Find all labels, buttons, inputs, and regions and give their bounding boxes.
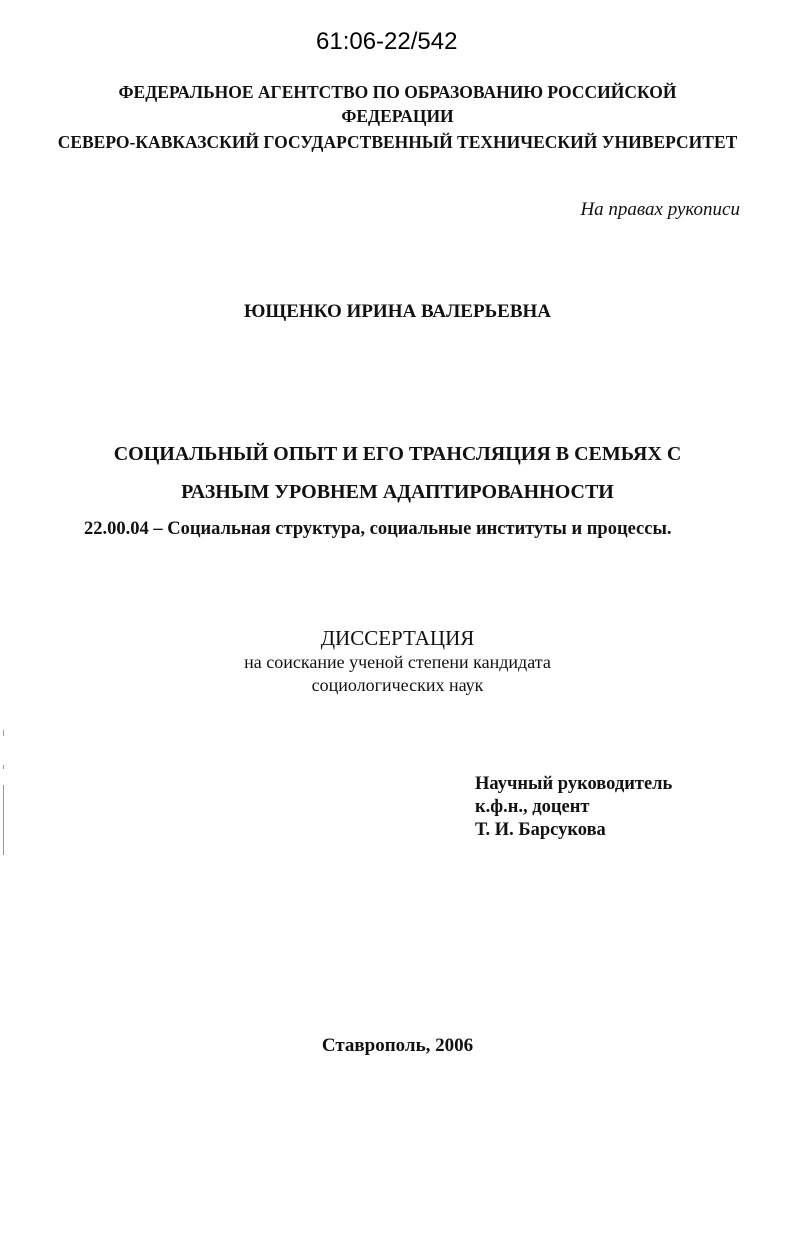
supervisor-block	[475, 773, 672, 842]
scan-edge-mark	[3, 785, 4, 855]
scan-edge-mark	[3, 765, 4, 769]
supervisor-title: к.ф.н., доцент	[475, 797, 590, 817]
dissertation-title-line-2: РАЗНЫМ УРОВНЕМ АДАПТИРОВАННОСТИ	[181, 481, 614, 503]
degree-line-2: социологических наук	[311, 675, 484, 695]
manuscript-rights-note: На правах рукописи	[580, 199, 740, 220]
archive-stamp-number: 61:06-22/542	[316, 28, 458, 55]
supervisor-role: Научный руководитель	[475, 774, 673, 794]
place-and-year: Ставрополь, 2006	[321, 1035, 474, 1056]
degree-line-1: на соискание ученой степени кандидата	[244, 652, 551, 672]
specialty-code: 22.00.04 – Социальная структура, социальные институты и процессы.	[84, 519, 672, 539]
organization-line-1: ФЕДЕРАЛЬНОЕ АГЕНТСТВО ПО ОБРАЗОВАНИЮ РОССИЙСКОЙ	[118, 82, 677, 102]
university-name: СЕВЕРО-КАВКАЗСКИЙ ГОСУДАРСТВЕННЫЙ ТЕХНИЧЕСКИЙ УНИВЕРСИТЕТ	[57, 132, 738, 152]
supervisor-name: Т. И. Барсукова	[475, 820, 606, 840]
scan-edge-mark	[3, 730, 4, 736]
organization-line-2: ФЕДЕРАЦИИ	[341, 106, 454, 126]
dissertation-title-line-1: СОЦИАЛЬНЫЙ ОПЫТ И ЕГО ТРАНСЛЯЦИЯ В СЕМЬЯХ С	[113, 443, 682, 465]
work-type: ДИССЕРТАЦИЯ	[320, 626, 475, 650]
author-name: ЮЩЕНКО ИРИНА ВАЛЕРЬЕВНА	[244, 301, 551, 322]
